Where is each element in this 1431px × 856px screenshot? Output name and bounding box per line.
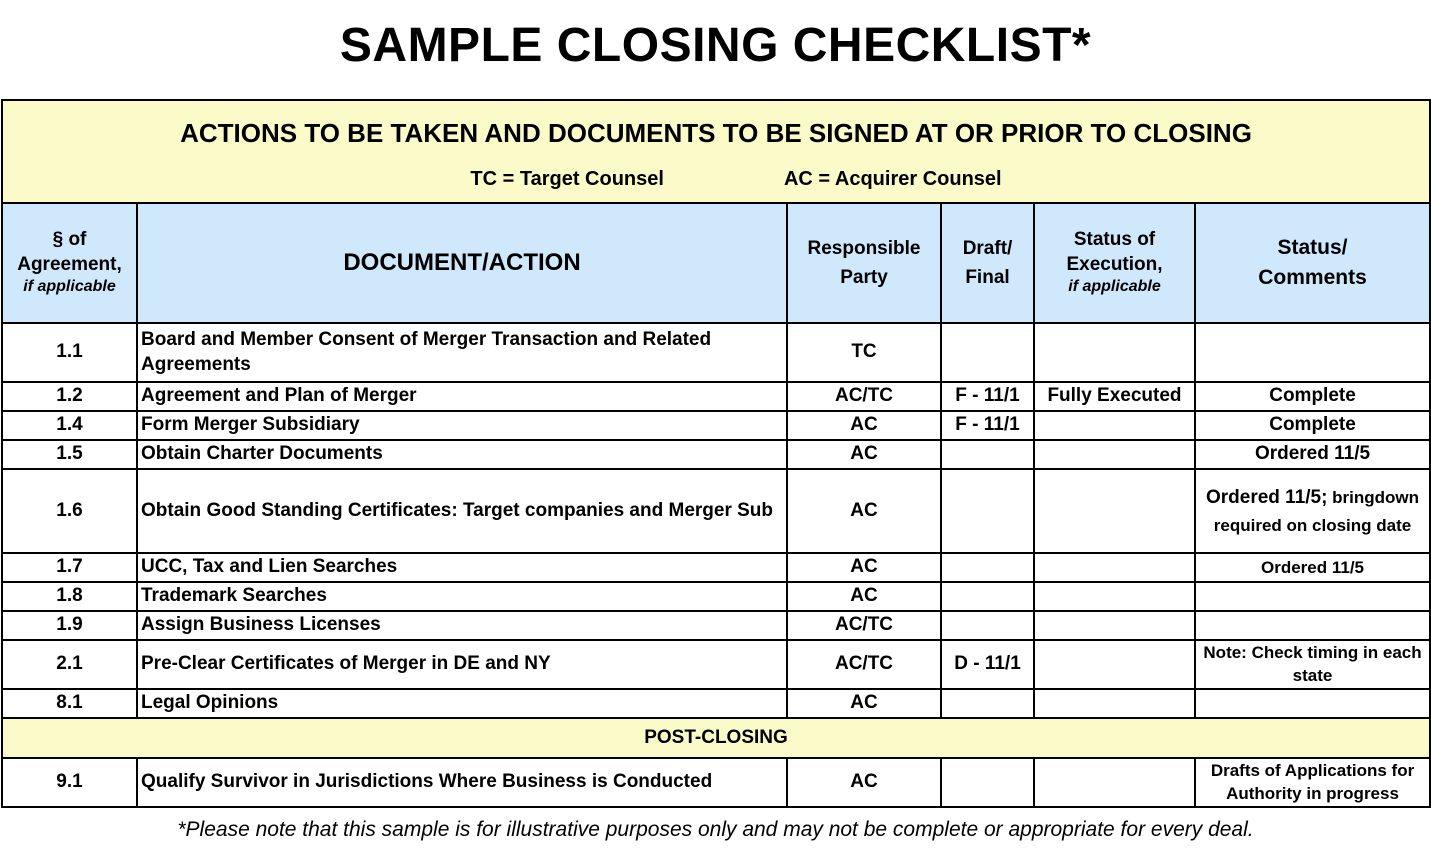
row-party: AC/TC (787, 640, 941, 689)
row-status (1195, 611, 1430, 640)
footnote: *Please note that this sample is for illustrative purposes only and may not be complete or appropriate for every deal. (177, 818, 1254, 841)
header-exec-line1: Status of (1073, 228, 1156, 250)
table-row (2, 469, 1430, 553)
row-status (1195, 323, 1430, 382)
row-document: Trademark Searches (137, 582, 787, 611)
row-section: 1.2 (2, 382, 137, 411)
row-party: AC (787, 689, 941, 718)
row-section: 1.5 (2, 440, 137, 469)
table-row (2, 323, 1430, 382)
row-draft: F - 11/1 (941, 382, 1034, 411)
row-draft (941, 553, 1034, 582)
row-draft: D - 11/1 (941, 640, 1034, 689)
row-execution (1034, 469, 1195, 553)
banner-legend (3, 166, 1429, 192)
table-row (2, 411, 1430, 440)
row-party: AC/TC (787, 611, 941, 640)
table-row (2, 611, 1430, 640)
row-party: AC (787, 440, 941, 469)
row-document: Legal Opinions (137, 689, 787, 718)
row-section: 1.1 (2, 323, 137, 382)
row-party: AC/TC (787, 382, 941, 411)
legend-acquirer-counsel: AC = Acquirer Counsel (783, 168, 1002, 191)
header-comments (1195, 203, 1430, 323)
row-section: 1.9 (2, 611, 137, 640)
header-exec-line3: if applicable (1068, 278, 1161, 296)
legend-target-counsel: TC = Target Counsel (470, 168, 664, 191)
row-status-rest: bringdown required on closing date (1213, 488, 1420, 535)
closing-checklist-table (1, 99, 1431, 808)
row-section: 1.6 (2, 469, 137, 553)
header-exec-line2: Execution, (1066, 253, 1163, 275)
row-execution (1034, 611, 1195, 640)
table-row (2, 758, 1430, 807)
row-draft (941, 758, 1034, 807)
banner-title: ACTIONS TO BE TAKEN AND DOCUMENTS TO BE SIGNED AT OR PRIOR TO CLOSING (180, 117, 1252, 148)
row-document: Qualify Survivor in Jurisdictions Where Business is Conducted (137, 758, 787, 807)
row-party: TC (787, 323, 941, 382)
row-section: 9.1 (2, 758, 137, 807)
row-status: Drafts of Applications for Authority in progress (1195, 758, 1430, 807)
table-row (2, 382, 1430, 411)
header-document: DOCUMENT/ACTION (137, 203, 787, 323)
header-draft (941, 203, 1034, 323)
header-party (787, 203, 941, 323)
row-status (1195, 469, 1430, 553)
row-party: AC (787, 411, 941, 440)
row-execution (1034, 582, 1195, 611)
header-party-line1: Responsible (807, 237, 921, 259)
row-document: Obtain Good Standing Certificates: Target companies and Merger Sub (137, 469, 787, 553)
row-section: 2.1 (2, 640, 137, 689)
row-party: AC (787, 553, 941, 582)
table-row (2, 440, 1430, 469)
header-section-line3: if applicable (23, 278, 116, 296)
row-section: 1.8 (2, 582, 137, 611)
row-section: 1.4 (2, 411, 137, 440)
table-row (2, 640, 1430, 689)
header-comments-line1: Status/ (1277, 235, 1348, 259)
row-execution (1034, 758, 1195, 807)
row-draft (941, 582, 1034, 611)
header-section-line2: Agreement, (17, 253, 122, 275)
row-document: Assign Business Licenses (137, 611, 787, 640)
row-document: UCC, Tax and Lien Searches (137, 553, 787, 582)
row-party: AC (787, 758, 941, 807)
row-execution (1034, 553, 1195, 582)
row-party: AC (787, 582, 941, 611)
page-title: SAMPLE CLOSING CHECKLIST* (339, 19, 1092, 72)
header-row (2, 203, 1430, 323)
header-section-line1: § of (52, 228, 87, 250)
row-status-main: Ordered 11/5; (1205, 487, 1328, 508)
post-closing-row (2, 718, 1430, 758)
row-document: Obtain Charter Documents (137, 440, 787, 469)
header-comments-line2: Comments (1258, 266, 1367, 289)
row-draft (941, 689, 1034, 718)
row-section: 8.1 (2, 689, 137, 718)
row-document: Pre-Clear Certificates of Merger in DE and NY (137, 640, 787, 689)
header-section (2, 203, 137, 323)
header-party-line2: Party (840, 267, 888, 288)
row-execution (1034, 323, 1195, 382)
row-status (1195, 689, 1430, 718)
row-document: Agreement and Plan of Merger (137, 382, 787, 411)
row-status (1195, 582, 1430, 611)
header-execution (1034, 203, 1195, 323)
banner-row (2, 100, 1430, 203)
row-section: 1.7 (2, 553, 137, 582)
row-status: Complete (1195, 411, 1430, 440)
row-document: Board and Member Consent of Merger Transaction and Related Agreements (137, 323, 787, 382)
row-draft (941, 611, 1034, 640)
row-execution: Fully Executed (1034, 382, 1195, 411)
row-draft (941, 469, 1034, 553)
row-execution (1034, 640, 1195, 689)
table-row (2, 689, 1430, 718)
row-execution (1034, 411, 1195, 440)
row-status: Ordered 11/5 (1195, 553, 1430, 582)
row-execution (1034, 440, 1195, 469)
row-status: Ordered 11/5 (1195, 440, 1430, 469)
row-party: AC (787, 469, 941, 553)
row-status: Note: Check timing in each state (1195, 640, 1430, 689)
table-row (2, 582, 1430, 611)
row-draft: F - 11/1 (941, 411, 1034, 440)
row-execution (1034, 689, 1195, 718)
banner-cell (2, 100, 1430, 203)
header-draft-line1: Draft/ (962, 237, 1013, 259)
header-draft-line2: Final (965, 267, 1010, 288)
row-document: Form Merger Subsidiary (137, 411, 787, 440)
post-closing-label: POST-CLOSING (2, 718, 1430, 758)
row-draft (941, 440, 1034, 469)
row-draft (941, 323, 1034, 382)
table-row (2, 553, 1430, 582)
row-status: Complete (1195, 382, 1430, 411)
